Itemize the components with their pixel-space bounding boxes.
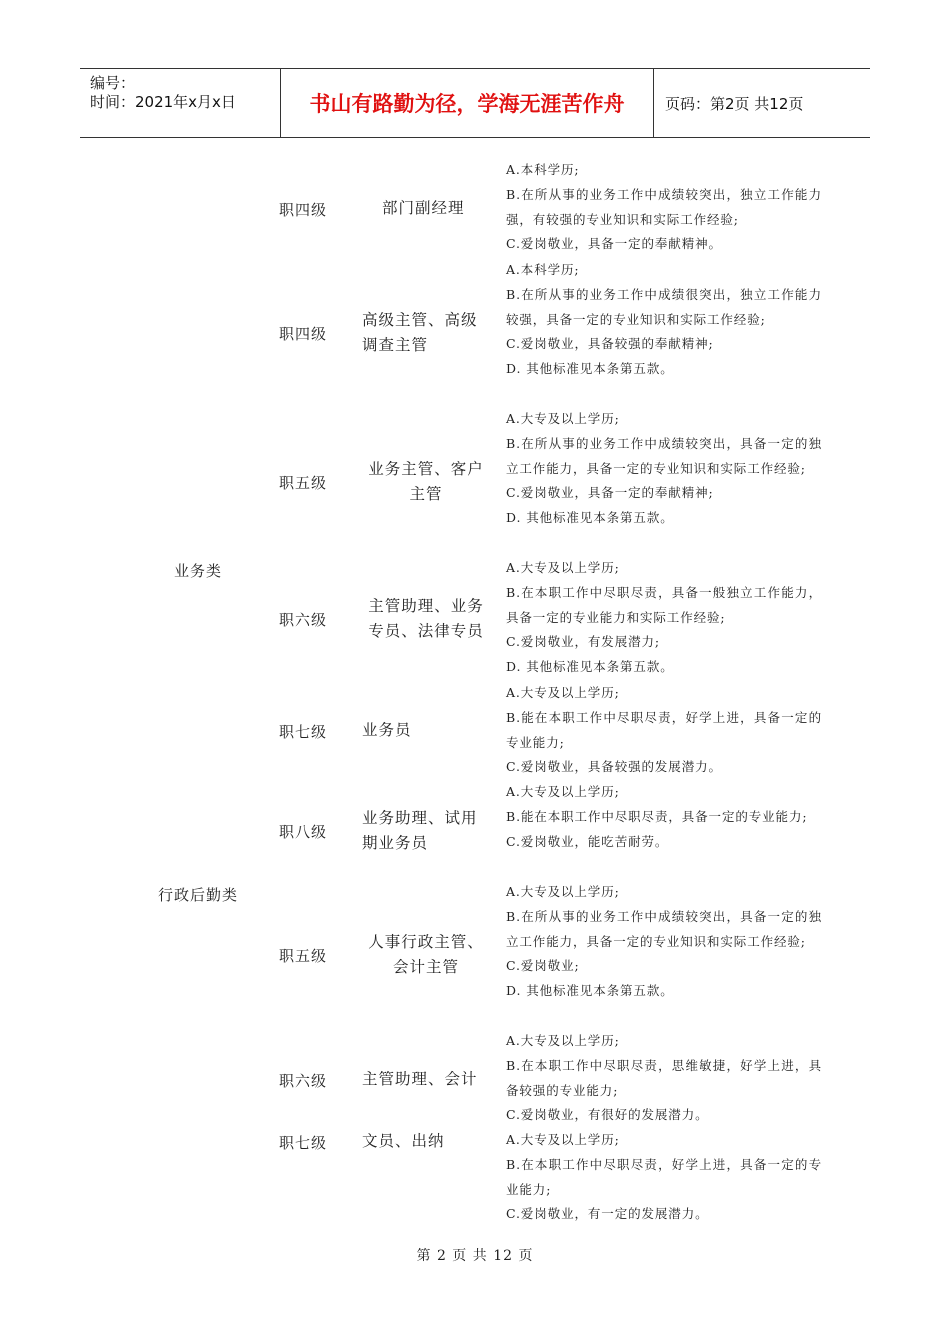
grade-cell: 职七级 bbox=[279, 1134, 328, 1152]
requirement-item: B.能在本职工作中尽职尽责，具备一定的专业能力; bbox=[506, 808, 808, 824]
requirement-item: A.本科学历; bbox=[506, 162, 580, 177]
grade-cell: 职四级 bbox=[279, 201, 328, 219]
position-cell: 主管助理、会计 bbox=[362, 1070, 478, 1088]
grade-cell: 职八级 bbox=[279, 823, 328, 841]
requirement-item: D. 其他标准见本条第五款。 bbox=[506, 659, 674, 675]
requirements-cell bbox=[506, 1128, 822, 1227]
position-cell: 文员、出纳 bbox=[362, 1132, 445, 1150]
requirement-item: B.在所从事的业务工作中成绩较突出，独立工作能力强，有较强的专业知识和实际工作经验; bbox=[506, 186, 822, 227]
position-cell: 高级主管、高级调查主管 bbox=[362, 311, 478, 354]
requirement-item: A.大专及以上学历; bbox=[506, 411, 620, 426]
position-cell: 业务员 bbox=[362, 721, 412, 739]
requirement-item: D. 其他标准见本条第五款。 bbox=[506, 510, 674, 526]
requirements-cell bbox=[506, 681, 822, 780]
category-business: 业务类 bbox=[174, 562, 223, 580]
position-cell: 业务主管、客户主管 bbox=[368, 460, 484, 503]
requirement-item: C.爱岗敬业，有很好的发展潜力。 bbox=[506, 1107, 709, 1123]
motto: 书山有路勤为径，学海无涯苦作舟 bbox=[281, 69, 654, 137]
requirement-item: B.在所从事的业务工作中成绩很突出，独立工作能力较强，具备一定的专业知识和实际工作经验; bbox=[506, 286, 822, 327]
requirements-cell bbox=[506, 258, 822, 382]
position-cell: 业务助理、试用期业务员 bbox=[362, 809, 478, 852]
grade-cell: 职七级 bbox=[279, 723, 328, 741]
requirement-item: B.能在本职工作中尽职尽责，好学上进，具备一定的专业能力; bbox=[506, 709, 822, 750]
requirement-item: C.爱岗敬业，有一定的发展潜力。 bbox=[506, 1206, 709, 1222]
requirement-item: D. 其他标准见本条第五款。 bbox=[506, 983, 674, 999]
requirement-item: A.大专及以上学历; bbox=[506, 1033, 620, 1048]
requirements-cell bbox=[506, 407, 822, 531]
requirement-item: C.爱岗敬业，具备较强的发展潜力。 bbox=[506, 759, 722, 775]
requirement-item: B.在所从事的业务工作中成绩较突出，具备一定的独立工作能力，具备一定的专业知识和实际工作经验; bbox=[506, 908, 822, 949]
requirement-item: A.本科学历; bbox=[506, 262, 580, 277]
requirement-item: B.在本职工作中尽职尽责，好学上进，具备一定的专业能力; bbox=[506, 1156, 822, 1197]
position-cell: 主管助理、业务专员、法律专员 bbox=[368, 597, 484, 640]
grade-cell: 职五级 bbox=[279, 474, 328, 492]
requirement-item: C.爱岗敬业; bbox=[506, 958, 580, 974]
requirement-item: B.在本职工作中尽职尽责，具备一般独立工作能力，具备一定的专业能力和实际工作经验; bbox=[506, 584, 822, 625]
requirement-item: A.大专及以上学历; bbox=[506, 560, 620, 575]
grade-cell: 职六级 bbox=[279, 611, 328, 629]
requirement-item: A.大专及以上学历; bbox=[506, 784, 620, 799]
position-cell: 人事行政主管、会计主管 bbox=[368, 933, 484, 976]
requirement-item: C.爱岗敬业，能吃苦耐劳。 bbox=[506, 833, 669, 849]
number-label: 编号： bbox=[90, 74, 136, 92]
position-cell: 部门副经理 bbox=[382, 199, 465, 217]
requirement-item: D. 其他标准见本条第五款。 bbox=[506, 361, 674, 377]
requirement-item: A.大专及以上学历; bbox=[506, 685, 620, 700]
requirement-item: A.大专及以上学历; bbox=[506, 1132, 620, 1147]
requirements-cell bbox=[506, 158, 822, 257]
requirement-item: B.在所从事的业务工作中成绩较突出，具备一定的独立工作能力，具备一定的专业知识和实际工作经验; bbox=[506, 435, 822, 476]
requirement-item: C.爱岗敬业，有发展潜力; bbox=[506, 634, 661, 650]
requirement-item: B.在本职工作中尽职尽责，思维敏捷，好学上进，具备较强的专业能力; bbox=[506, 1057, 822, 1098]
requirements-cell bbox=[506, 1029, 822, 1128]
category-admin: 行政后勤类 bbox=[158, 886, 239, 904]
requirement-item: C.爱岗敬业，具备一定的奉献精神; bbox=[506, 485, 714, 501]
page-indicator: 页码：第2页 共12页 bbox=[665, 94, 804, 113]
requirement-item: C.爱岗敬业，具备较强的奉献精神; bbox=[506, 336, 714, 352]
grade-cell: 职六级 bbox=[279, 1072, 328, 1090]
requirements-cell bbox=[506, 556, 822, 680]
page-header bbox=[80, 68, 870, 138]
requirement-item: A.大专及以上学历; bbox=[506, 884, 620, 899]
time-label: 时间：2021年x月x日 bbox=[90, 93, 236, 111]
page-footer: 第 2 页 共 12 页 bbox=[416, 1248, 534, 1264]
requirement-item: C.爱岗敬业，具备一定的奉献精神。 bbox=[506, 236, 722, 252]
grade-cell: 职四级 bbox=[279, 325, 328, 343]
header-meta bbox=[80, 69, 281, 137]
requirements-cell bbox=[506, 880, 822, 1004]
requirements-cell bbox=[506, 780, 822, 854]
grade-cell: 职五级 bbox=[279, 947, 328, 965]
